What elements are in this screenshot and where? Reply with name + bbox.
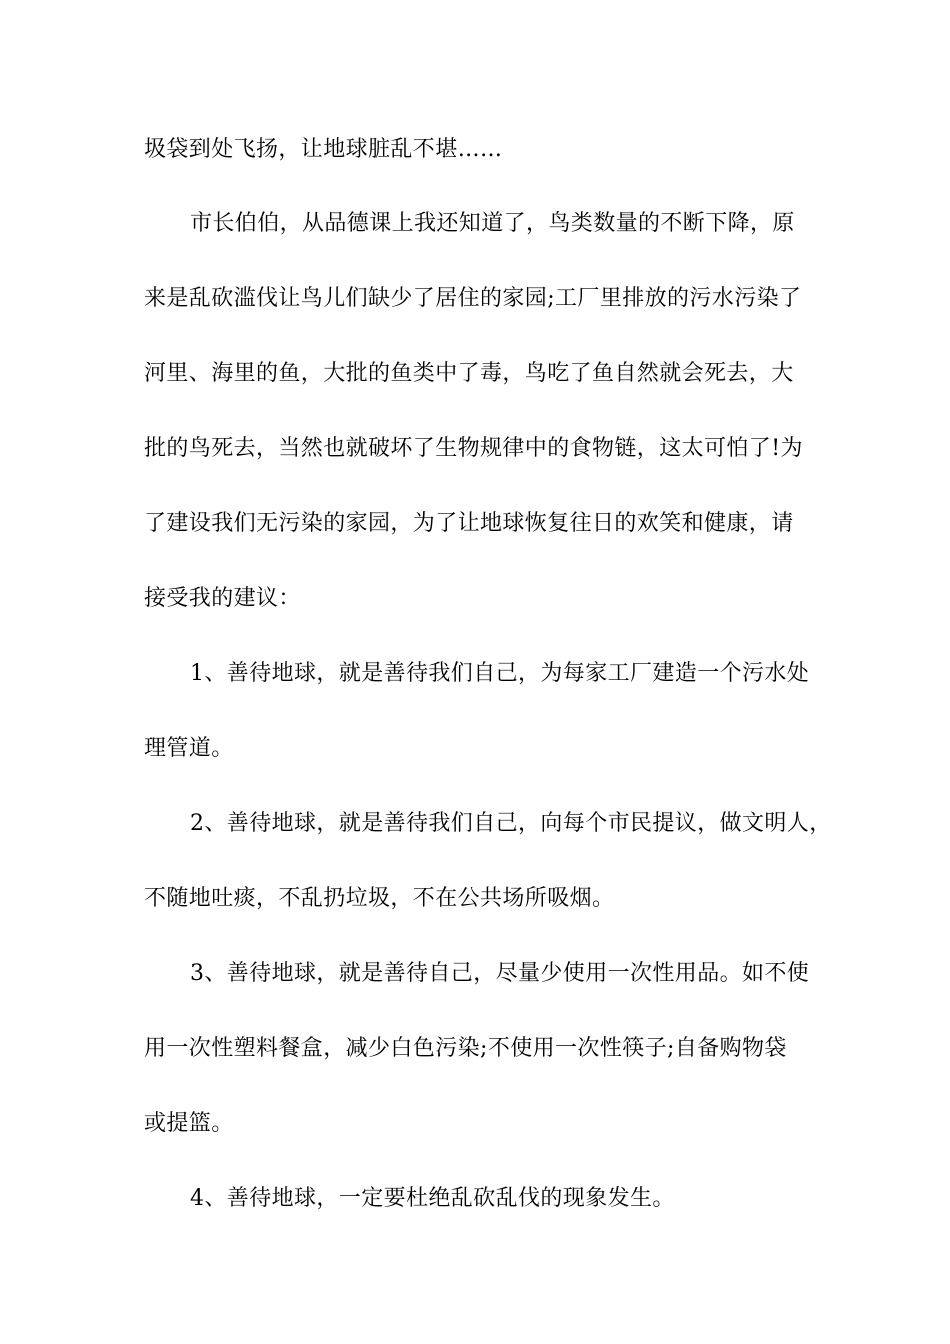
paragraph-intro-line: 市长伯伯，从品德课上我还知道了，鸟类数量的不断下降，原: [190, 211, 795, 236]
suggestion-2-line: 2、善待地球，就是善待我们自己，向每个市民提议，做文明人，: [190, 811, 832, 836]
text-line-5: 批的鸟死去，当然也就破坏了生物规律中的食物链，这太可怕了!为: [144, 436, 803, 461]
text-line-3: 来是乱砍滥伐让鸟儿们缺少了居住的家园;工厂里排放的污水污染了: [144, 286, 802, 311]
text-line-9: 理管道。: [144, 736, 234, 761]
text-line-13: 用一次性塑料餐盒，减少白色污染;不使用一次性筷子;自备购物袋: [144, 1036, 787, 1061]
text-line-1: 圾袋到处飞扬，让地球脏乱不堪……: [144, 137, 503, 162]
text-line-7: 接受我的建议：: [144, 586, 301, 611]
text-line-14: 或提篮。: [144, 1111, 234, 1136]
suggestion-3-line: 3、善待地球，就是善待自己，尽量少使用一次性用品。如不使: [190, 961, 810, 986]
text-line-6: 了建设我们无污染的家园，为了让地球恢复往日的欢笑和健康，请: [144, 511, 794, 536]
text-line-11: 不随地吐痰，不乱扔垃圾，不在公共场所吸烟。: [144, 886, 615, 911]
text-line-4: 河里、海里的鱼，大批的鱼类中了毒，鸟吃了鱼自然就会死去，大: [144, 361, 794, 386]
suggestion-1-line: 1、善待地球，就是善待我们自己，为每家工厂建造一个污水处: [190, 661, 810, 686]
suggestion-4-line: 4、善待地球，一定要杜绝乱砍乱伐的现象发生。: [190, 1186, 675, 1211]
